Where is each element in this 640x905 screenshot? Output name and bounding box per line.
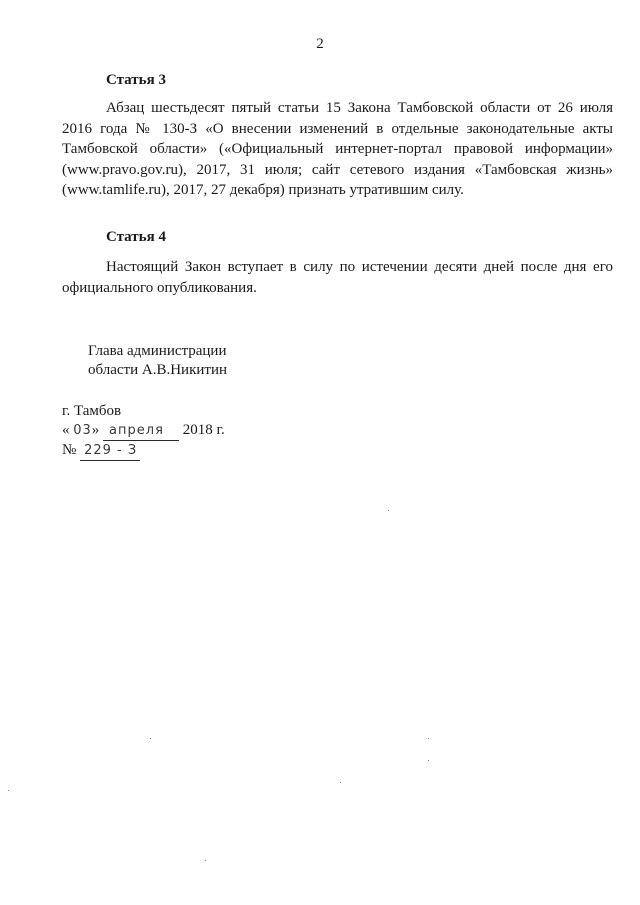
- date-day: 03: [73, 423, 92, 438]
- place-date-block: [62, 402, 225, 461]
- article-3-heading: Статья 3: [106, 72, 166, 88]
- scan-speck: [388, 510, 389, 511]
- scan-speck: [150, 738, 151, 739]
- page-number: 2: [316, 36, 324, 52]
- number-prefix: №: [62, 442, 77, 458]
- scan-speck: [428, 738, 429, 739]
- scan-speck: [205, 860, 206, 861]
- date-quote-close: »: [91, 422, 100, 438]
- article-4-heading: Статья 4: [106, 229, 166, 245]
- date-year: 2018 г.: [182, 422, 225, 438]
- date-line: [62, 421, 225, 441]
- article-3-text: Абзац шестьдесят пятый статьи 15 Закона Тамбовской области от 26 июля 2016 года № 130-З «О внесении изменений в отдельные законодательные акты Тамбовской области» («Официальный интернет-портал правовой информации» (www.pravo.gov.ru), 2017, 31 июля; сайт сетевого издания «Тамбовская жизнь» (www.tamlife.ru), 2017, 27 декабря) признать утратившим силу.: [62, 100, 613, 198]
- scan-speck: [428, 760, 429, 761]
- signature-name: области А.В.Никитин: [88, 362, 228, 378]
- date-month: апреля: [103, 421, 179, 441]
- number-line: [62, 441, 225, 461]
- article-4-text: Настоящий Закон вступает в силу по истечении десяти дней после дня его официального опубликования.: [62, 259, 613, 296]
- document-number: 229 - З: [80, 441, 140, 461]
- date-quote-open: «: [62, 422, 70, 438]
- scan-speck: [340, 782, 341, 783]
- signature-block: [88, 342, 227, 380]
- scan-speck: [8, 790, 9, 791]
- signature-title: Глава администрации: [88, 343, 227, 359]
- city: г. Тамбов: [62, 403, 122, 419]
